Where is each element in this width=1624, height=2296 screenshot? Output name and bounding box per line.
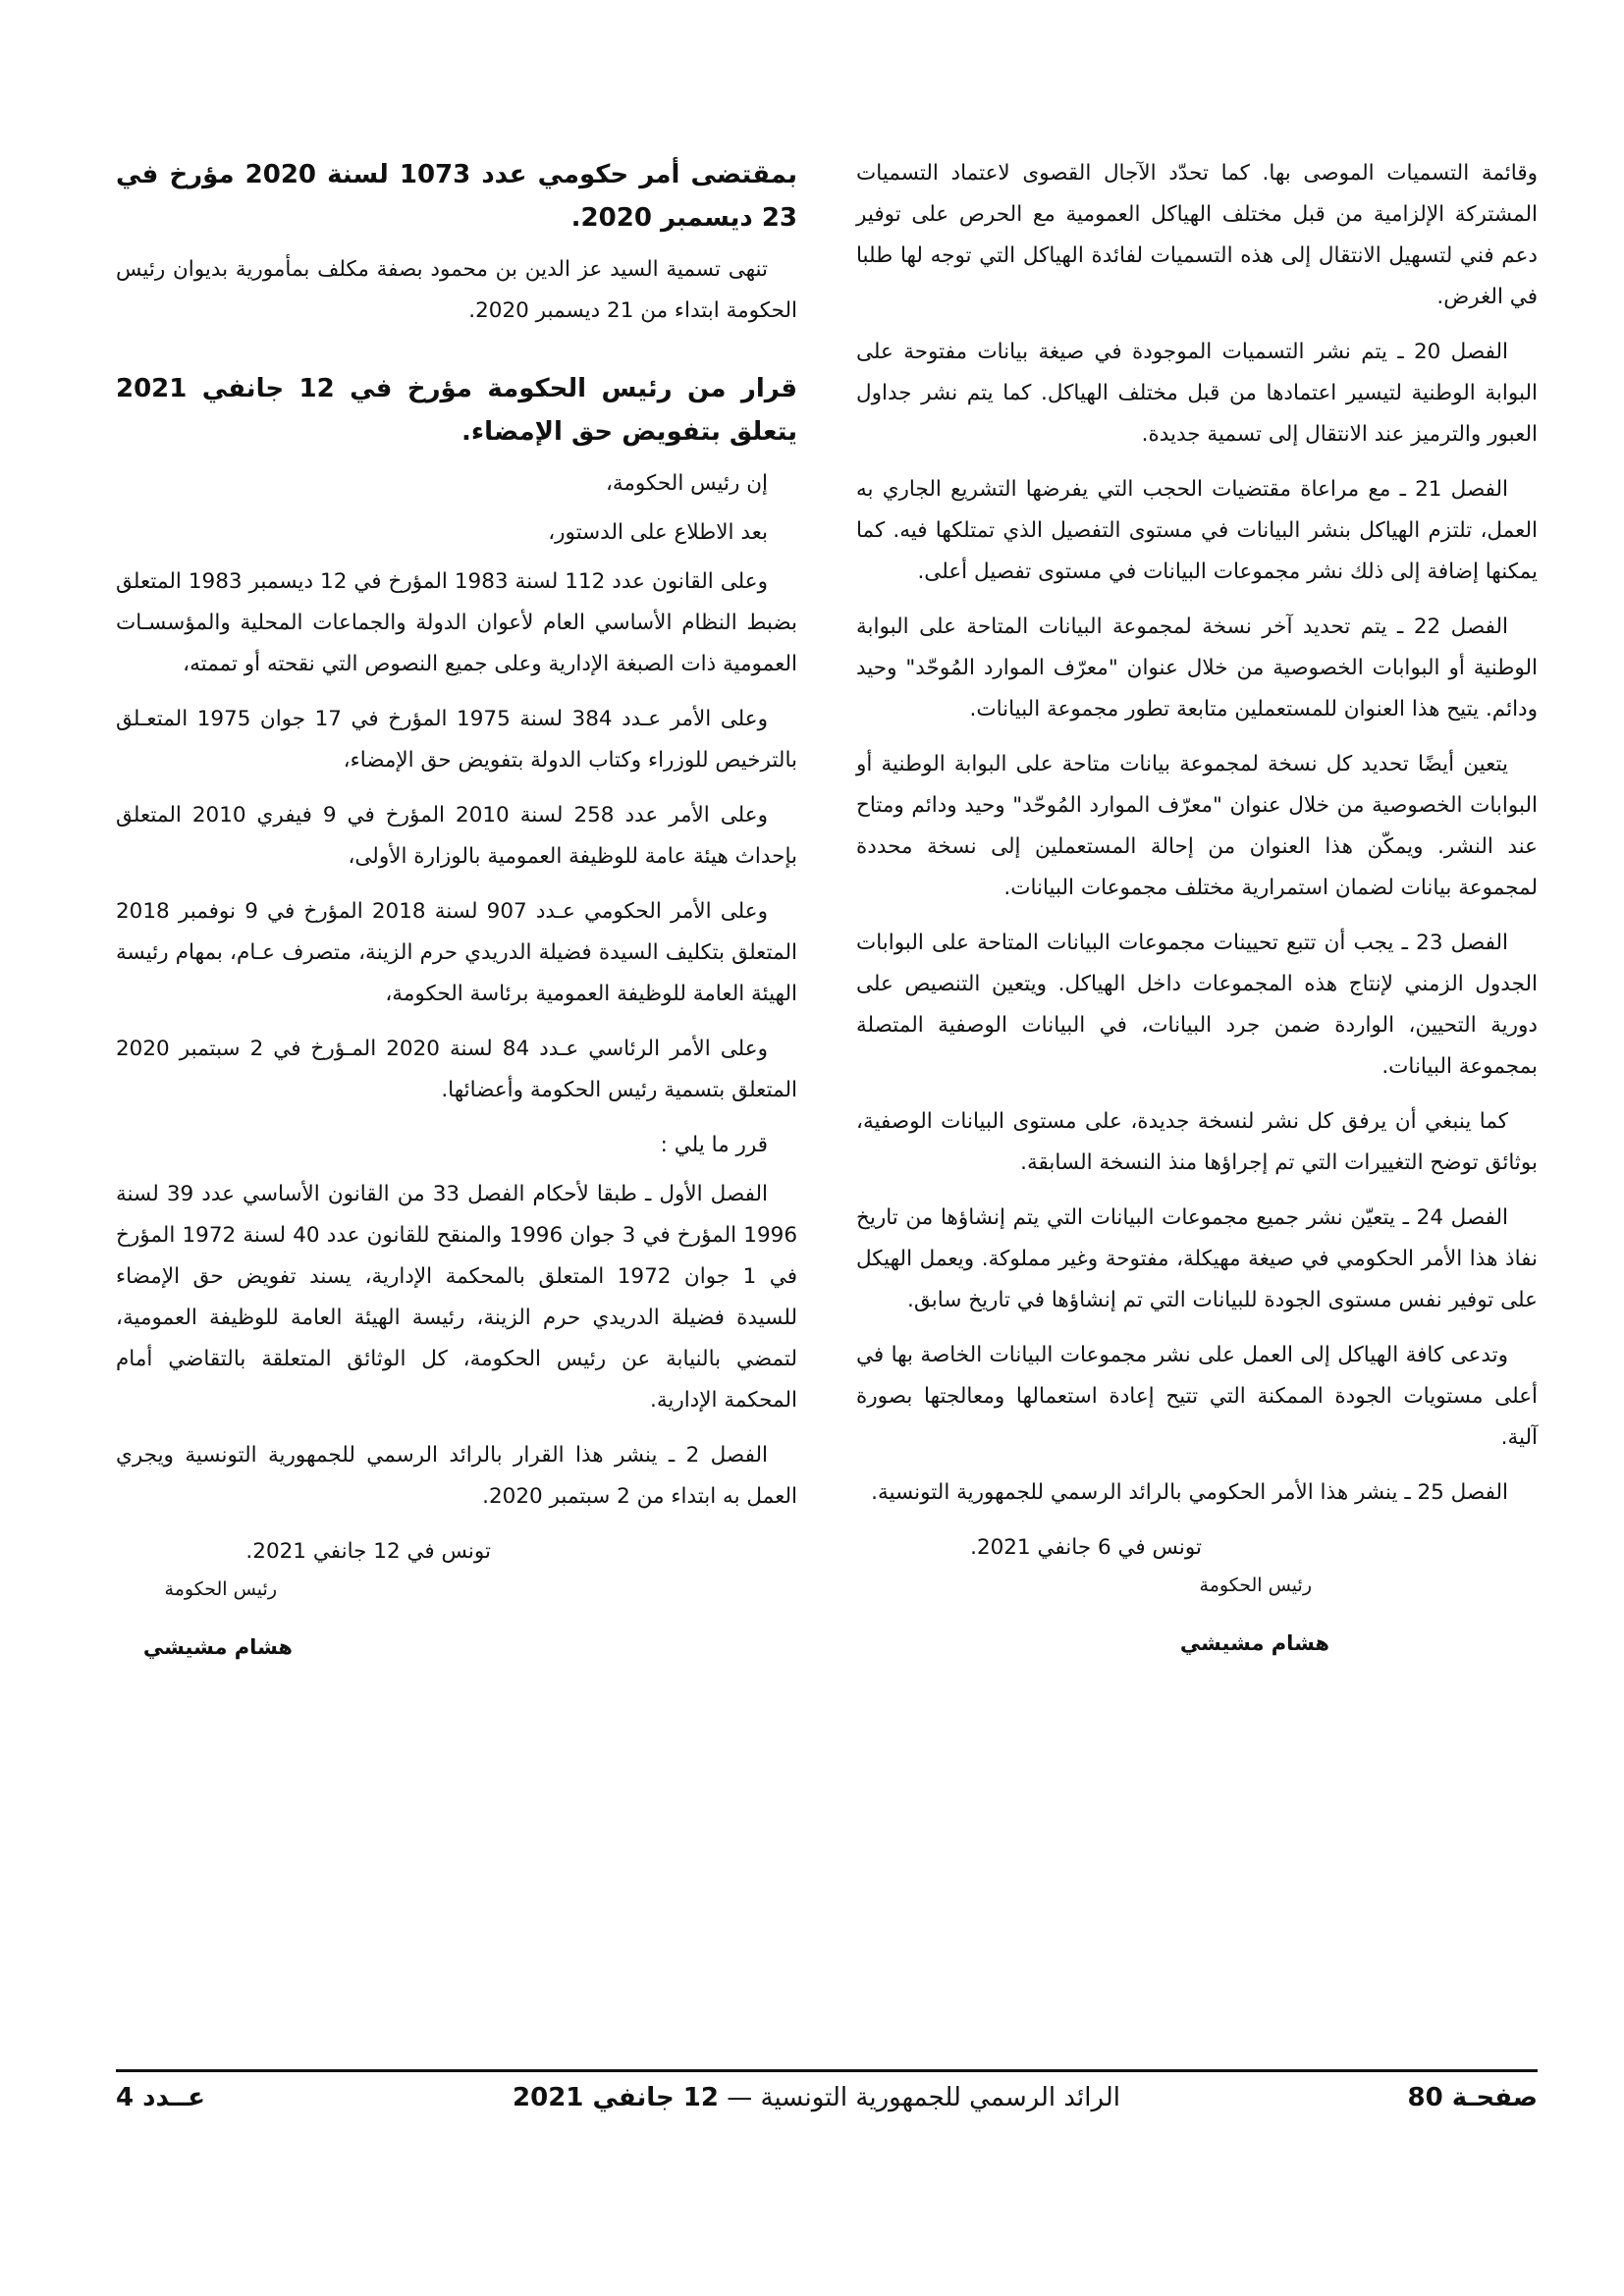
paragraph: وعلى الأمر عـدد 384 لسنة 1975 المؤرخ في 17 جوان 1975 المتعـلق بالترخيص للوزراء وكتاب الدولة بتفويض حق الإمضاء،: [116, 707, 797, 773]
article-1: الفصل الأول ـ طبقا لأحكام الفصل 33 من القانون الأساسي عدد 39 لسنة 1996 المؤرخ في 3 جوان 1996 والمنقح للقانون عدد 40 لسنة 1972 المؤرخ في 1 جوان 1972 المتعلق بالمحكمة الإدارية، يسند تفويض حق الإمضاء للسيدة فضيلة الدريدي حرم الزينة، رئيسة الهيئة العامة للوظيفة العمومية، لتمضي بالنيابة عن رئيس الحكومة، كل الوثائق المتعلقة بالتقاضي أمام المحكمة الإدارية.: [116, 1182, 797, 1413]
paragraph: قرر ما يلي :: [660, 1133, 768, 1157]
article-24: الفصل 24 ـ يتعيّن نشر جميع مجموعات البيانات التي يتم إنشاؤها من تاريخ نفاذ هذا الأمر الحكومي في صيغة مهيكلة، مفتوحة وغير مملوكة. ويعمل الهيكل على توفير نفس مستوى الجودة للبيانات التي تم إنشاؤها في تاريخ سابق.: [856, 1205, 1538, 1312]
signature-name: هشام مشيشي: [1179, 1631, 1329, 1655]
paragraph: وعلى الأمر الحكومي عـدد 907 لسنة 2018 المؤرخ في 9 نوفمبر 2018 المتعلق بتكليف السيدة فضيلة الدريدي حرم الزينة، متصرف عـام، بمهام رئيسة الهيئة العامة للوظيفة العمومية برئاسة الحكومة،: [116, 899, 797, 1006]
signature-role: رئيس الحكومة: [1199, 1575, 1312, 1596]
signature-role: رئيس الحكومة: [164, 1578, 277, 1600]
signature-block: [116, 1578, 797, 1696]
decision-heading: قرار من رئيس الحكومة مؤرخ في 12 جانفي 2021 يتعلق بتفويض حق الإمضاء.: [116, 374, 797, 447]
paragraph: وعلى الأمر عدد 258 لسنة 2010 المؤرخ في 9 فيفري 2010 المتعلق بإحداث هيئة عامة للوظيفة العمومية بالوزارة الأولى،: [116, 803, 797, 869]
paragraph: وقائمة التسميات الموصى بها. كما تحدّد الآجال القصوى لاعتماد التسميات المشتركة الإلزامية من قبل مختلف الهياكل العمومية مع الحرص على توفير دعم فني لتسهيل الانتقال إلى هذه التسميات لفائدة الهياكل التي توجه لها طلبا في الغرض.: [856, 161, 1538, 309]
paragraph: وعلى القانون عدد 112 لسنة 1983 المؤرخ في 12 ديسمبر 1983 المتعلق بضبط النظام الأساسي العام لأعوان الدولة والجماعات المحلية والمؤسسـات العمومية ذات الصبغة الإدارية وعلى جميع النصوص التي نقحته أو تممته،: [116, 569, 797, 676]
footer-rule: [116, 2069, 1538, 2072]
paragraph: وتدعى كافة الهياكل إلى العمل على نشر مجموعات البيانات الخاصة بها في أعلى مستويات الجودة الممكنة التي تتيح إعادة استعمالها ومعالجتها بصورة آلية.: [856, 1343, 1538, 1450]
paragraph: وعلى الأمر الرئاسي عـدد 84 لسنة 2020 المـؤرخ في 2 سبتمبر 2020 المتعلق بتسمية رئيس الحكومة وأعضائها.: [116, 1037, 797, 1102]
paragraph: كما ينبغي أن يرفق كل نشر لنسخة جديدة، على مستوى البيانات الوصفية، بوثائق توضح التغييرات التي تم إجراؤها منذ النسخة السابقة.: [856, 1109, 1538, 1175]
page-number: صفحـة 80: [1407, 2083, 1538, 2112]
left-column: [116, 153, 797, 1696]
decree-date: تونس في 6 جانفي 2021.: [970, 1535, 1202, 1560]
gazette-name: الرائد الرسمي للجمهورية التونسية —: [727, 2083, 1120, 2112]
issue-number: عــدد 4: [116, 2083, 206, 2112]
decree-heading: بمقتضى أمر حكومي عدد 1073 لسنة 2020 مؤرخ في 23 ديسمبر 2020.: [116, 160, 797, 233]
article-2: الفصل 2 ـ ينشر هذا القرار بالرائد الرسمي للجمهورية التونسية ويجري العمل به ابتداء من 2 سبتمبر 2020.: [116, 1443, 797, 1509]
article-20: الفصل 20 ـ يتم نشر التسميات الموجودة في صيغة بيانات مفتوحة على البوابة الوطنية لتيسير اعتمادها من قبل مختلف الهياكل. كما يتم نشر جداول العبور والترميز عند الانتقال إلى تسمية جديدة.: [856, 340, 1538, 447]
paragraph: يتعين أيضًا تحديد كل نسخة لمجموعة بيانات متاحة على البوابة الوطنية أو البوابات الخصوصية من خلال عنوان "معرّف الموارد المُوحّد" وحيد ودائم ومتاح عند النشر. ويمكّن هذا العنوان من إحالة المستعملين إلى نسخة محددة لمجموعة بيانات لضمان استمرارية مختلف مجموعات البيانات.: [856, 752, 1538, 900]
page-footer: [116, 2083, 1538, 2122]
gazette-date: 12 جانفي 2021: [513, 2083, 719, 2112]
gazette-title: [513, 2083, 1120, 2112]
article-21: الفصل 21 ـ مع مراعاة مقتضيات الحجب التي يفرضها التشريع الجاري به العمل، تلتزم الهياكل بنشر البيانات في مستوى التفصيل الذي تمتلكها فيه. كما يمكنها إضافة إلى ذلك نشر مجموعات البيانات في مستوى تفصيل أعلى.: [856, 477, 1538, 584]
decision-date: تونس في 12 جانفي 2021.: [245, 1539, 491, 1564]
paragraph: بعد الاطلاع على الدستور،: [548, 520, 768, 545]
paragraph: تنهى تسمية السيد عز الدين بن محمود بصفة مكلف بمأمورية بديوان رئيس الحكومة ابتداء من 21 ديسمبر 2020.: [116, 257, 797, 323]
signature-name: هشام مشيشي: [142, 1635, 293, 1659]
article-25: الفصل 25 ـ ينشر هذا الأمر الحكومي بالرائد الرسمي للجمهورية التونسية.: [871, 1480, 1508, 1505]
article-22: الفصل 22 ـ يتم تحديد آخر نسخة لمجموعة البيانات المتاحة على البوابة الوطنية أو البوابات الخصوصية من خلال عنوان "معرّف الموارد المُوحّد" وحيد ودائم. يتيح هذا العنوان للمستعملين متابعة تطور مجموعة البيانات.: [856, 614, 1538, 721]
article-23: الفصل 23 ـ يجب أن تتبع تحيينات مجموعات البيانات المتاحة على البوابات الجدول الزمني لإنتاج هذه المجموعات داخل الهياكل. ويتعين التنصيص على دورية التحيين، الواردة ضمن جرد البيانات، في البيانات الوصفية المتصلة بمجموعة البيانات.: [856, 931, 1538, 1079]
right-column: [856, 153, 1538, 1692]
paragraph: إن رئيس الحكومة،: [605, 471, 768, 496]
signature-block: [856, 1575, 1538, 1692]
